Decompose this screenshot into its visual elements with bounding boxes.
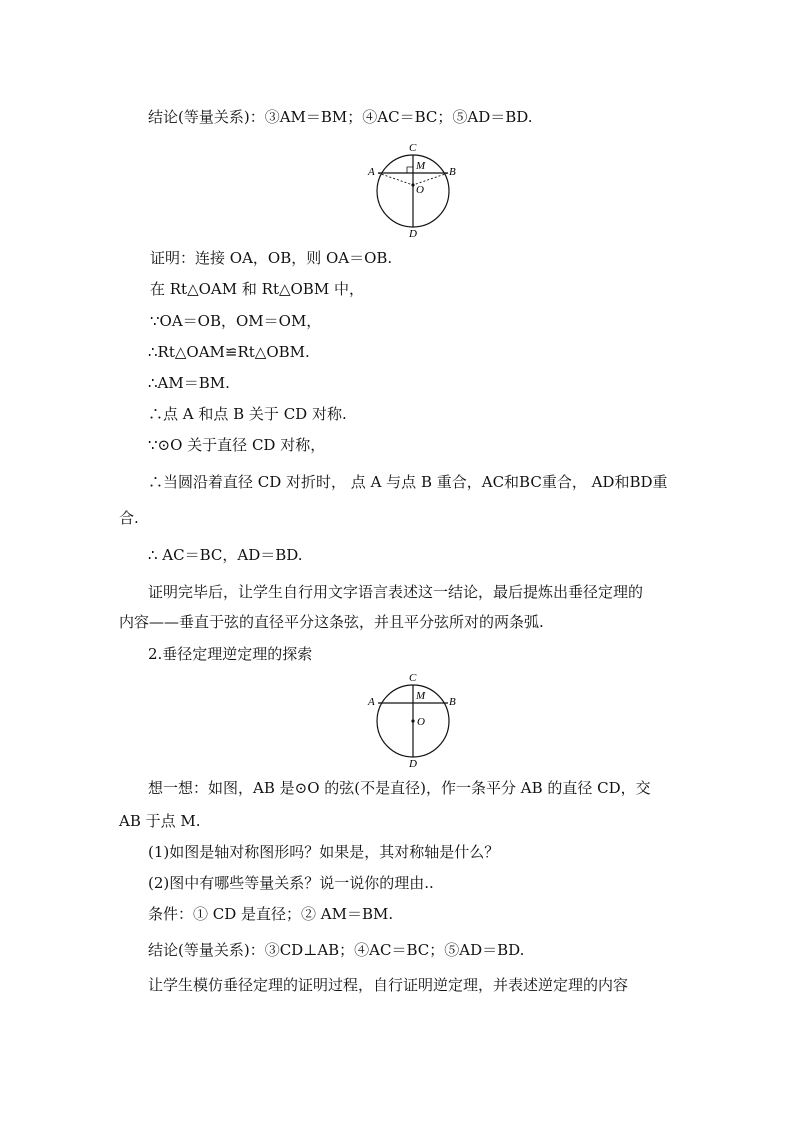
circle-figure-1 [360,138,460,240]
label-c: C [409,672,417,684]
conclusion-line-1: 结论(等量关系)：③AM＝BM；④AC＝BC；⑤AD＝BD. [148,108,533,126]
condition-line: 条件：① CD 是直径；② AM＝BM. [148,905,394,923]
label-b: B [449,166,456,178]
question-1: (1)如图是轴对称图形吗？如果是，其对称轴是什么？ [148,843,500,861]
question-2: (2)图中有哪些等量关系？说一说你的理由.. [148,874,434,892]
proof-line-4: ∴Rt△OAM≌Rt△OBM. [148,343,310,361]
center-point [411,719,414,722]
label-m: M [416,690,426,702]
final-paragraph-line: 让学生模仿垂径定理的证明过程，自行证明逆定理，并表述逆定理的内容 [148,976,629,994]
label-o: O [416,184,424,196]
proof-line-5: ∴AM＝BM. [148,374,230,392]
label-d: D [409,758,417,770]
label-d: D [409,228,417,240]
proof-line-1: 证明：连接 OA，OB，则 OA＝OB. [150,249,393,267]
proof-line-2: 在 Rt△OAM 和 Rt△OBM 中， [150,280,364,298]
label-b: B [449,696,456,708]
proof-line-10: ∴ AC＝BC，AD＝BD. [148,546,303,564]
proof-line-3: ∵OA＝OB，OM＝OM， [150,312,322,330]
think-line-1: 想一想：如图，AB 是⊙O 的弦(不是直径)，作一条平分 AB 的直径 CD，交 [148,779,651,797]
paragraph-line-1: 证明完毕后，让学生自行用文字语言表述这一结论，最后提炼出垂径定理的 [148,583,644,601]
proof-line-6: ∴点 A 和点 B 关于 CD 对称. [148,405,347,423]
section-heading: 2.垂径定理逆定理的探索 [148,645,313,663]
label-m: M [416,160,426,172]
circle-figure-2 [360,668,460,770]
label-o: O [417,716,425,728]
proof-line-8: ∴当圆沿着直径 CD 对折时， 点 A 与点 B 重合，AC和BC重合， AD和BD重 [148,473,668,491]
label-a: A [368,166,375,178]
label-a: A [368,696,375,708]
label-c: C [409,142,417,154]
center-point [411,183,414,186]
conclusion-line-2: 结论(等量关系)：③CD⊥AB；④AC＝BC；⑤AD＝BD. [148,941,525,959]
proof-line-7: ∵⊙O 关于直径 CD 对称， [148,436,326,454]
paragraph-line-2: 内容——垂直于弦的直径平分这条弦，并且平分弦所对的两条弧. [119,613,544,631]
think-line-2: AB 于点 M. [119,812,201,830]
radius-oa [378,173,413,185]
proof-line-9: 合. [119,509,139,527]
right-angle-mark [407,167,413,173]
